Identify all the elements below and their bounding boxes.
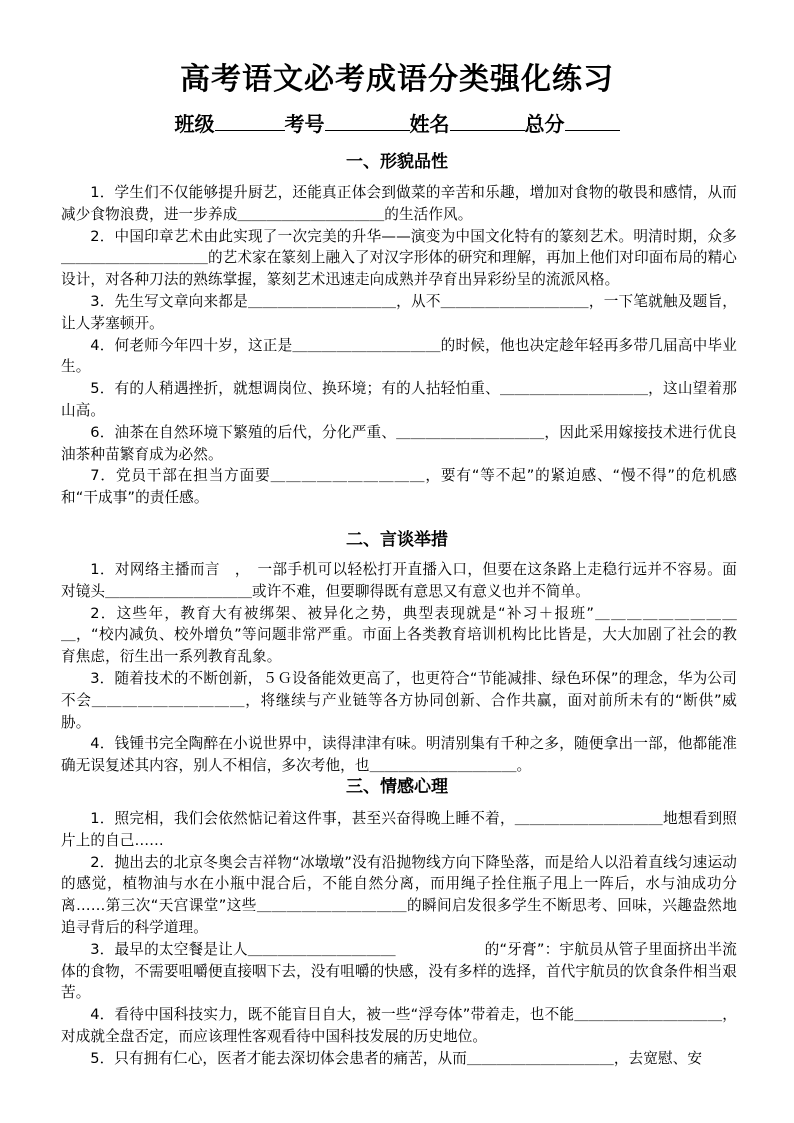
section-heading-emotion: 三、情感心理 <box>346 777 448 797</box>
question-item: 4．钱锺书完全陶醉在小说世界中，读得津津有味。明清别集有千种之多，随便拿出一部，他都能准确无误复述其内容，别人不相信，多次考他，也＿＿＿＿＿＿＿＿＿＿。 <box>61 735 737 775</box>
total-score-blank <box>565 110 620 131</box>
question-item: 1．对网络主播而言 ， 一部手机可以轻松打开直播入口，但要在这条路上走稳行远并不容易。面对镜头＿＿＿＿＿＿＿＿＿＿或许不难，但要聊得既有意思又有意义也并不简单。 <box>61 561 737 600</box>
class-blank <box>215 110 285 131</box>
question-item: 2．抛出去的北京冬奥会吉祥物“冰墩墩”没有沿抛物线方向下降坠落，而是给人以沿着直线匀速运动的感觉，植物油与水在小瓶中混合后，不能自然分离，而用绳子拴住瓶子甩上一阵后，水与油成功分离……第三次“天宫课堂”这些＿＿＿＿＿＿＿＿＿＿的瞬间启发很多学生不断思考、回味，兴趣盎然地追寻背后的科学道理。 <box>61 853 737 936</box>
question-item: 3．最早的太空餐是让人＿＿＿＿＿＿＿＿＿＿ 的“牙膏”：宇航员从管子里面挤出半流体的食物，不需要咀嚼便直接咽下去，没有咀嚼的快感，没有多样的选择，首代宇航员的饮食条件相当艰苦。 <box>61 940 737 1002</box>
exam-number-label: 考号 <box>284 112 325 136</box>
question-item: 5．有的人稍遇挫折，就想调岗位、换环境；有的人拈轻怕重、＿＿＿＿＿＿＿＿＿＿，这山望着那山高。 <box>61 380 737 419</box>
total-score-label: 总分 <box>524 112 565 136</box>
question-item: 7．党员干部在担当方面要＿＿＿＿＿＿＿＿＿＿，要有“等不起”的紧迫感、“慢不得”的危机感和“干成事”的责任感。 <box>61 467 737 507</box>
class-label: 班级 <box>174 112 215 136</box>
question-item: 6．油茶在自然环境下繁殖的后代，分化严重、＿＿＿＿＿＿＿＿＿＿，因此采用嫁接技术进行优良油茶种苗繁育成为必然。 <box>61 423 737 463</box>
exam-number-blank <box>325 110 410 131</box>
student-info-line <box>0 110 794 138</box>
question-item: 5．只有拥有仁心，医者才能去深切体会患者的痛苦，从而＿＿＿＿＿＿＿＿＿＿，去宽慰、安 <box>90 1049 703 1067</box>
question-item: 2．这些年，教育大有被绑架、被异化之势，典型表现就是“补习＋报班”＿＿＿＿＿＿＿＿＿＿，“校内减负、校外增负”等问题非常严重。市面上各类教育培训机构比比皆是，大大加剧了社会的教育焦虑，衍生出一系列教育乱象。 <box>61 604 737 666</box>
name-blank <box>450 110 525 131</box>
question-item: 3．先生写文章向来都是＿＿＿＿＿＿＿＿＿＿，从不＿＿＿＿＿＿＿＿＿＿，一下笔就触及题旨，让人茅塞顿开。 <box>61 292 737 332</box>
question-item: 4．看待中国科技实力，既不能盲目自大，被一些“浮夸体”带着走，也不能＿＿＿＿＿＿＿＿＿＿，对成就全盘否定，而应该理性客观看待中国科技发展的历史地位。 <box>61 1006 737 1045</box>
section-emotion-questions <box>61 808 737 1070</box>
question-item: 3．随着技术的不断创新，５Ｇ设备能效更高了，也更符合“节能减排、绿色环保”的理念，华为公司不会＿＿＿＿＿＿＿＿＿＿，将继续与产业链等各方协同创新、合作共赢，面对前所未有的“断供”威胁。 <box>61 669 737 731</box>
section-appearance-questions <box>61 182 782 509</box>
section-speech-questions <box>61 559 737 777</box>
name-label: 姓名 <box>409 112 450 136</box>
section-heading-speech: 二、言谈举措 <box>346 530 448 550</box>
question-item: 4．何老师今年四十岁，这正是＿＿＿＿＿＿＿＿＿＿的时候，他也决定趁年轻再多带几届高中毕业生。 <box>61 336 737 376</box>
section-heading-appearance: 一、形貌品性 <box>346 152 448 172</box>
question-item: 1．照完相，我们会依然惦记着这件事，甚至兴奋得晚上睡不着，＿＿＿＿＿＿＿＿＿＿地想看到照片上的自己…… <box>61 810 737 849</box>
question-item: 2．中国印章艺术由此实现了一次完美的升华——演变为中国文化特有的篆刻艺术。明清时期，众多 ＿＿＿＿＿＿＿＿＿＿的艺术家在篆刻上融入了对汉字形体的研究和理解，再加上他们对印面布局的精心设计，对各种刀法的熟练掌握，篆刻艺术迅速走向成熟并孕育出异彩纷呈的流派风格。 <box>61 227 782 289</box>
page-title: 高考语文必考成语分类强化练习 <box>180 62 614 97</box>
question-item: 1．学生们不仅能够提升厨艺，还能真正体会到做菜的辛苦和乐趣，增加对食物的敬畏和感情，从而减少食物浪费，进一步养成＿＿＿＿＿＿＿＿＿＿的生活作风。 <box>61 184 737 223</box>
